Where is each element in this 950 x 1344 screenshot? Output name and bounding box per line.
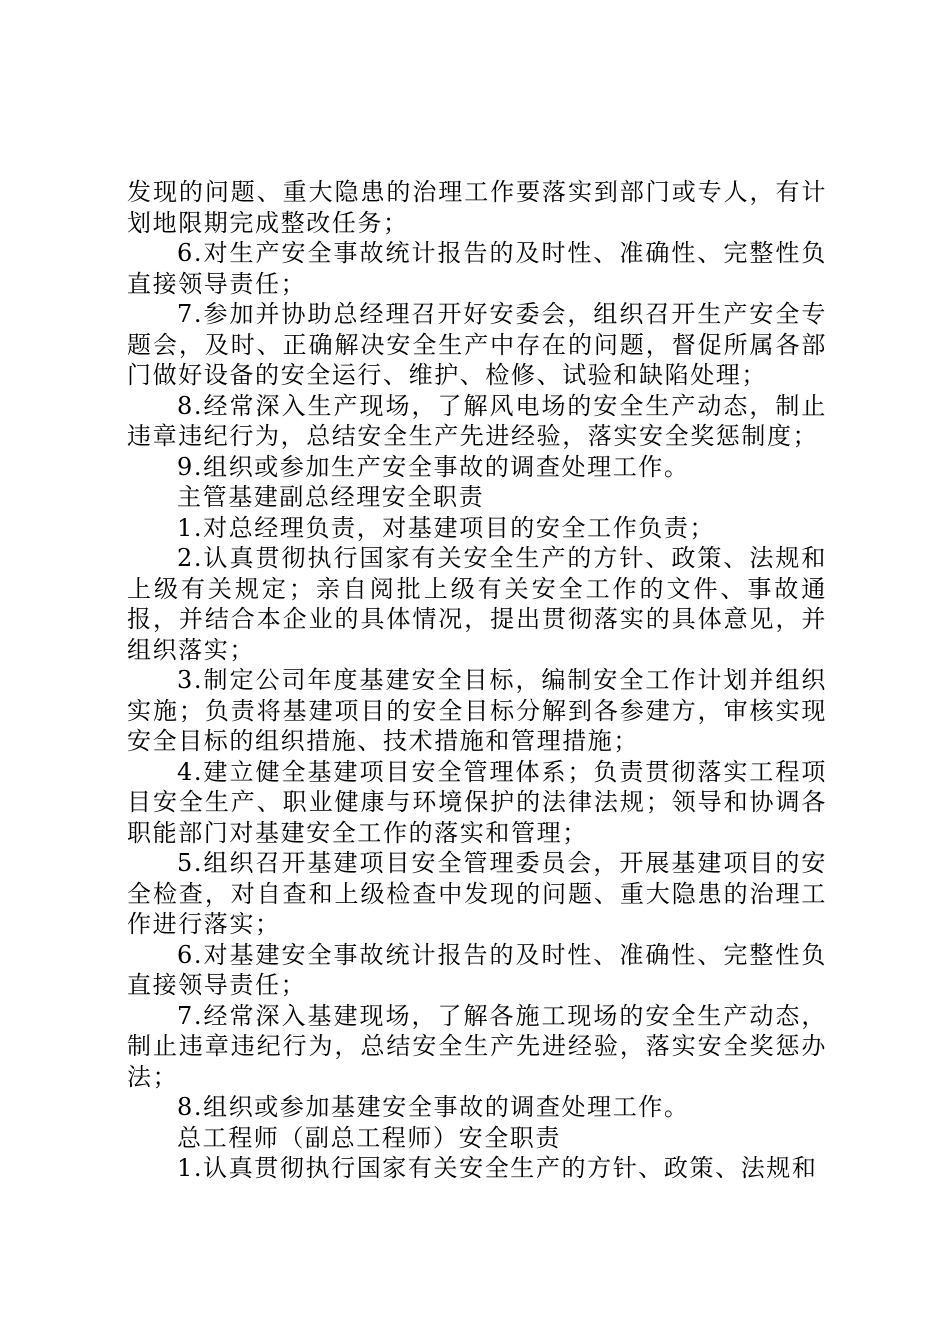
- paragraph-item: 8.经常深入生产现场，了解风电场的安全生产动态，制止违章违纪行为，总结安全生产先进经验，落实安全奖惩制度；: [127, 391, 827, 450]
- paragraph-item: 6.对生产安全事故统计报告的及时性、准确性、完整性负直接领导责任；: [127, 239, 827, 298]
- paragraph-item: 9.组织或参加生产安全事故的调查处理工作。: [177, 452, 690, 481]
- paragraph-item: 2.认真贯彻执行国家有关安全生产的方针、政策、法规和上级有关规定；亲自阅批上级有关安全工作的文件、事故通报，并结合本企业的具体情况，提出贯彻落实的具体意见，并组织落实；: [127, 544, 827, 664]
- paragraph-item: 1.认真贯彻执行国家有关安全生产的方针、政策、法规和: [177, 1154, 818, 1182]
- paragraph-continuation: 发现的问题、重大隐患的治理工作要落实到部门或专人，有计划地限期完成整改任务；: [127, 178, 827, 237]
- paragraph-item: 3.制定公司年度基建安全目标，编制安全工作计划并组织实施；负责将基建项目的安全目标分解到各参建方，审核实现安全目标的组织措施、技术措施和管理措施；: [127, 666, 827, 755]
- document-body: [127, 177, 827, 1184]
- paragraph-item: 5.组织召开基建项目安全管理委员会，开展基建项目的安全检查，对自查和上级检查中发现的问题、重大隐患的治理工作进行落实；: [127, 849, 827, 938]
- section-heading: 总工程师（副总工程师）安全职责: [177, 1123, 561, 1152]
- paragraph-item: 7.参加并协助总经理召开好安委会，组织召开生产安全专题会，及时、正确解决安全生产中存在的问题，督促所属各部门做好设备的安全运行、维护、检修、试验和缺陷处理；: [127, 300, 827, 389]
- paragraph-item: 7.经常深入基建现场，了解各施工现场的安全生产动态，制止违章违纪行为，总结安全生产先进经验，落实安全奖惩办法；: [127, 1001, 827, 1091]
- paragraph-item: 8.组织或参加基建安全事故的调查处理工作。: [177, 1093, 690, 1121]
- section-heading: 主管基建副总经理安全职责: [177, 483, 485, 511]
- paragraph-item: 6.对基建安全事故统计报告的及时性、准确性、完整性负直接领导责任；: [127, 940, 827, 999]
- paragraph-item: 4.建立健全基建项目安全管理体系；负责贯彻落实工程项目安全生产、职业健康与环境保护的法律法规；领导和协调各职能部门对基建安全工作的落实和管理；: [127, 757, 827, 847]
- paragraph-item: 1.对总经理负责，对基建项目的安全工作负责；: [177, 513, 716, 542]
